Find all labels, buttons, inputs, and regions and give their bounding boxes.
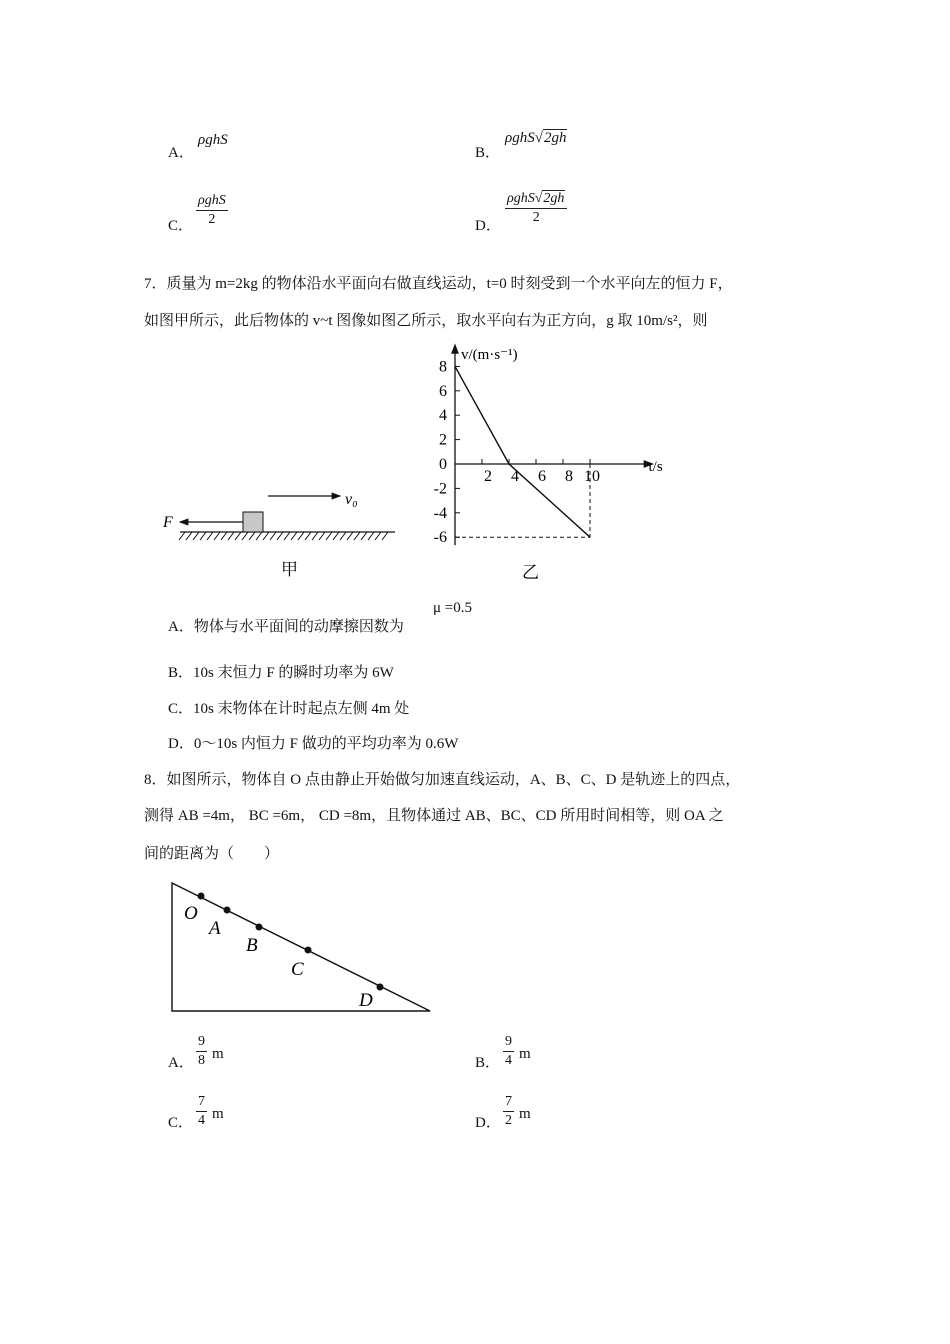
x-tick-label: 4 (511, 468, 519, 485)
hatch-line (368, 532, 374, 540)
figure-yi-caption: 乙 (522, 563, 539, 582)
hatch-line (312, 532, 318, 540)
y-tick-label: 2 (439, 431, 447, 449)
q8-option-b-unit: m (519, 1046, 531, 1062)
force-label: F (163, 514, 173, 531)
velocity-label: v₀ (345, 491, 358, 508)
q8-option-d-label: D． (475, 1115, 501, 1131)
hatch-line (298, 532, 304, 540)
y-tick-label: -4 (433, 504, 447, 522)
hatch-line (347, 532, 353, 540)
hatch-line (179, 532, 185, 540)
q8-option-a-unit: m (212, 1046, 224, 1062)
ground-hatching (179, 532, 388, 540)
y-tick-label: -2 (433, 480, 447, 498)
q8-incline-figure (160, 875, 445, 1020)
q6-option-b-expression: ρghS√2gh (505, 130, 567, 146)
x-tick-label: 6 (538, 468, 546, 485)
x-tick-label: 10 (584, 468, 600, 485)
y-tick-label: 4 (439, 407, 447, 425)
block (243, 512, 263, 532)
q7-option-d: D．0～10s 内恒力 F 做功的平均功率为 0.6W (168, 736, 459, 752)
y-axis-label: v/(m·s⁻¹) (461, 347, 518, 363)
q7-option-a: A．物体与水平面间的动摩擦因数为 (168, 619, 404, 635)
point-a-dot (224, 907, 231, 914)
hatch-line (200, 532, 206, 540)
q8-option-d-fraction: $\frac{7}{2}$ (505, 1094, 512, 1128)
hatch-line (242, 532, 248, 540)
point-d-label: D (359, 990, 373, 1011)
q6-option-a-label: A． (168, 145, 194, 161)
hatch-line (249, 532, 255, 540)
q7-option-b: B．10s 末恒力 F 的瞬时功率为 6W (168, 665, 394, 681)
hatch-line (340, 532, 346, 540)
hatch-line (305, 532, 311, 540)
q7-option-a-mu: μ =0.5 (433, 600, 473, 616)
hatch-line (319, 532, 325, 540)
q8-stem-line2: 测得 AB =4m， BC =6m， CD =8m，且物体通过 AB、BC、CD 所用时间相等，则 OA 之 (144, 808, 724, 824)
figure-jia-caption: 甲 (281, 560, 298, 579)
point-a-label: A (209, 918, 221, 939)
hatch-line (228, 532, 234, 540)
y-tick-label: 8 (439, 358, 447, 376)
hatch-line (263, 532, 269, 540)
point-b-dot (256, 924, 263, 931)
x-tick-label: 2 (484, 468, 492, 485)
q6-option-a-expression: ρghS (198, 132, 228, 148)
q8-option-d-unit: m (519, 1106, 531, 1122)
hatch-line (333, 532, 339, 540)
q7-vt-chart (415, 340, 663, 585)
hatch-line (361, 532, 367, 540)
q7-stem-line2: 如图甲所示，此后物体的 v~t 图像如图乙所示，取水平向右为正方向，g 取 10m/s²，则 (144, 313, 708, 329)
point-o-dot (198, 893, 205, 900)
q8-stem-line1: 8．如图所示，物体自 O 点由静止开始做匀加速直线运动，A、B、C、D 是轨迹上的四点， (144, 772, 741, 788)
hatch-line (375, 532, 381, 540)
point-b-label: B (246, 935, 258, 956)
hatch-line (382, 532, 388, 540)
y-tick-label: 0 (439, 456, 447, 473)
hatch-line (186, 532, 192, 540)
q8-option-c-fraction: $\frac{7}{4}$ (198, 1094, 205, 1128)
q8-option-c-unit: m (212, 1106, 224, 1122)
q7-figure-jia (155, 480, 405, 590)
hatch-line (277, 532, 283, 540)
y-tick-label: -6 (433, 529, 447, 547)
q6-option-d-fraction: ρghS√2gh 2 (505, 190, 567, 227)
q7-option-c: C．10s 末物体在计时起点左侧 4m 处 (168, 701, 410, 717)
point-c-dot (305, 947, 312, 954)
q8-option-a-label: A． (168, 1055, 194, 1071)
q8-option-a-fraction: $\frac{9}{8}$ (198, 1034, 205, 1068)
q6-option-c-label: C． (168, 218, 194, 234)
hatch-line (270, 532, 276, 540)
point-d-dot (377, 984, 384, 991)
x-tick-label: 8 (565, 468, 573, 485)
point-o-label: O (184, 903, 198, 924)
x-axis-label: t/s (648, 459, 663, 475)
q6-option-b-label: B． (475, 145, 501, 161)
q8-option-b-label: B． (475, 1055, 501, 1071)
hatch-line (291, 532, 297, 540)
hatch-line (284, 532, 290, 540)
y-tick-label: 6 (439, 382, 447, 400)
hatch-line (193, 532, 199, 540)
q8-option-c-label: C． (168, 1115, 194, 1131)
hatch-line (326, 532, 332, 540)
hatch-line (256, 532, 262, 540)
series-line-v (455, 366, 590, 537)
hatch-line (221, 532, 227, 540)
q6-option-d-label: D． (475, 218, 501, 234)
hatch-line (214, 532, 220, 540)
incline-triangle (172, 883, 430, 1011)
hatch-line (354, 532, 360, 540)
q8-option-b-fraction: $\frac{9}{4}$ (505, 1034, 512, 1068)
q6-option-c-fraction: ρghS 2 (198, 193, 226, 227)
q8-stem-line3: 间的距离为（ ） (144, 846, 280, 862)
hatch-line (235, 532, 241, 540)
point-c-label: C (291, 959, 304, 980)
hatch-line (207, 532, 213, 540)
q7-stem-line1: 7．质量为 m=2kg 的物体沿水平面向右做直线运动，t=0 时刻受到一个水平向左的恒力 F， (144, 276, 733, 292)
